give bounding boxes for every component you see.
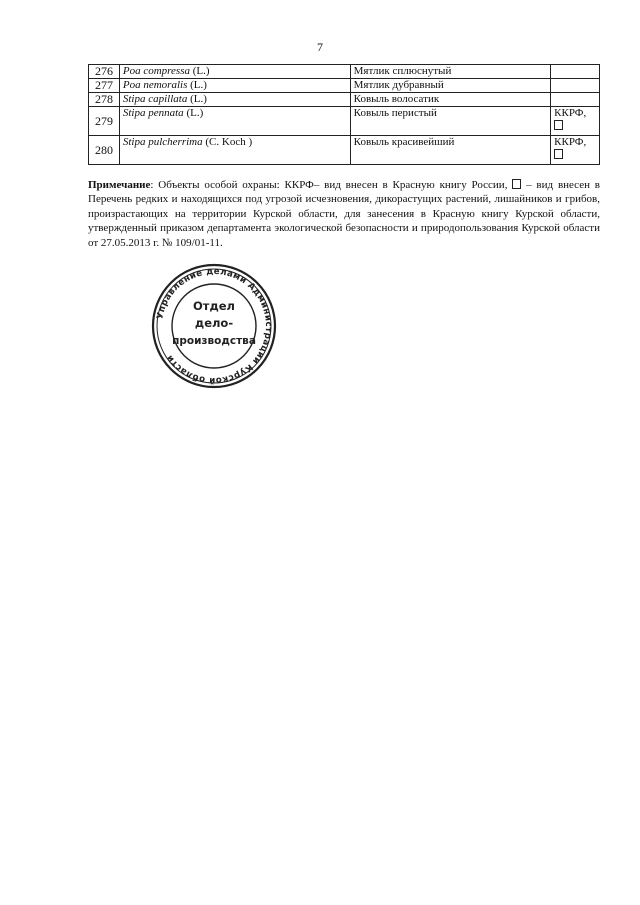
note-label: Примечание (88, 179, 151, 191)
author-name: (C. Koch ) (202, 136, 253, 148)
russian-name: Ковыль красивейший (350, 136, 551, 165)
status-cell (551, 65, 600, 79)
note-paragraph (88, 178, 600, 250)
latin-name: Poa nemoralis (122, 79, 188, 91)
author-name: (L.) (187, 79, 207, 91)
page-number: 7 (317, 40, 323, 54)
regional-red-book-box-icon (554, 149, 563, 159)
latin-name: Stipa pennata (122, 107, 184, 119)
row-number: 279 (89, 107, 120, 136)
stamp-center-line: производства (172, 335, 256, 347)
row-number: 276 (89, 65, 120, 79)
stamp-center-line: дело- (194, 316, 234, 330)
latin-name-cell (119, 93, 350, 107)
status-cell (551, 136, 600, 165)
table-row (89, 93, 600, 107)
latin-name: Stipa pulcherrima (122, 136, 203, 148)
latin-name: Poa compressa (122, 65, 190, 77)
table-row (89, 136, 600, 165)
table-row (89, 65, 600, 79)
latin-name-cell (119, 136, 350, 165)
latin-name-cell (119, 107, 350, 136)
russian-name: Мятлик сплюснутый (350, 65, 551, 79)
status-text: ККРФ, (554, 107, 587, 119)
status-text: ККРФ, (554, 136, 587, 148)
table-row (89, 79, 600, 93)
russian-name: Ковыль волосатик (350, 93, 551, 107)
table-row (89, 107, 600, 136)
stamp-ring-text: Управление делами Администрации Курской области (155, 266, 274, 386)
row-number: 280 (89, 136, 120, 165)
note-text-end: – вид внесен в Перечень редких и находящихся под угрозой исчезновения, дикорастущих растений, лишайников и грибов, произрастающих на территории Курской области, для занесения в Красную книгу Курской области, утвержденный приказом департамента экологической безопасности и природопользования Курской области от 27.05.2013 г. № 109/01-11. (88, 179, 600, 249)
author-name: (L.) (187, 93, 207, 105)
office-stamp (150, 262, 278, 390)
row-number: 278 (89, 93, 120, 107)
russian-name: Ковыль перистый (350, 107, 551, 136)
author-name: (L.) (190, 65, 210, 77)
russian-name: Мятлик дубравный (350, 79, 551, 93)
status-cell (551, 107, 600, 136)
author-name: (L.) (183, 107, 204, 119)
row-number: 277 (89, 79, 120, 93)
species-table (88, 64, 600, 165)
status-cell (551, 93, 600, 107)
latin-name: Stipa capillata (122, 93, 188, 105)
regional-red-book-box-icon (512, 179, 521, 189)
latin-name-cell (119, 65, 350, 79)
stamp-center-line: Отдел (193, 299, 235, 313)
status-cell (551, 79, 600, 93)
regional-red-book-box-icon (554, 120, 563, 130)
note-text-start: : Объекты особой охраны: ККРФ– вид внесен в Красную книгу России, (150, 179, 513, 191)
latin-name-cell (119, 79, 350, 93)
